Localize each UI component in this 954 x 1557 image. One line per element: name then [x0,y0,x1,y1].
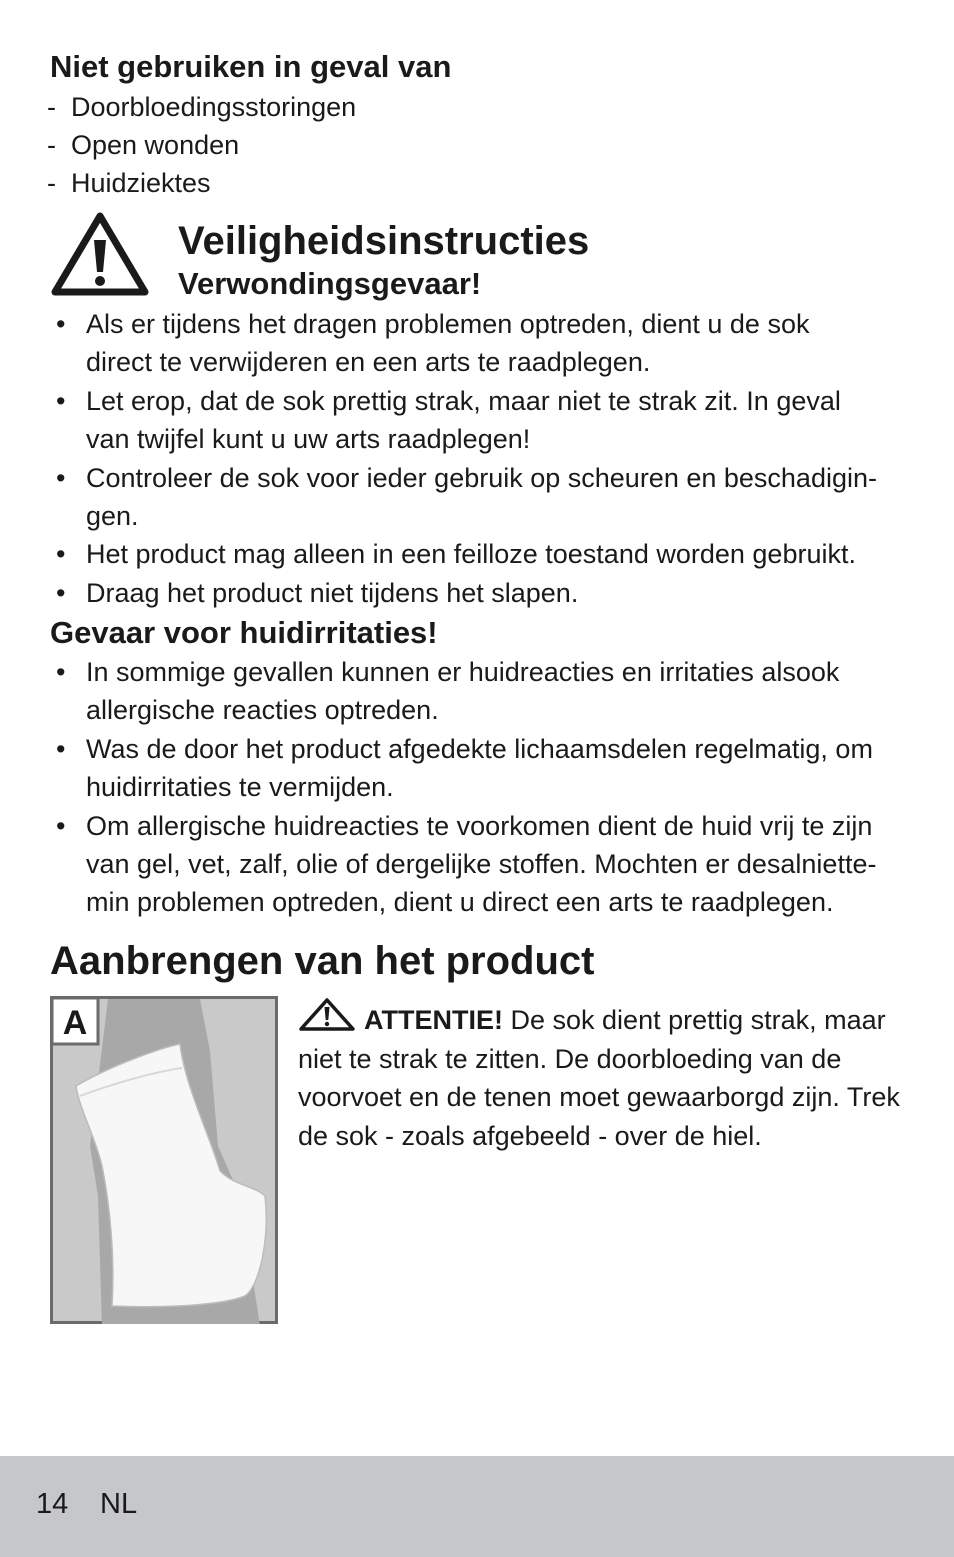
language-code: NL [100,1488,138,1520]
figure-a [50,996,278,1324]
attention-label: ATTENTIE! [364,1005,503,1035]
list-item: • Om allergische huidreacties te voorkomen dient de huid vrij te zijn van gel, vet, zalf, olie of dergelijke stoffen. Mochten er desalniette-min problemen optreden, dient u direct een arts te raadplegen. [50,807,880,922]
injury-heading: Verwondingsgevaar! [178,266,482,301]
contraindication-item: - Doorbloedingsstoringen [47,92,357,122]
injury-list [50,305,880,612]
page-number: 14 [36,1488,69,1520]
safety-header [50,210,910,305]
list-item: • Draag het product niet tijdens het slapen. [50,574,880,612]
figure-label: A [62,1004,88,1042]
list-item: • In sommige gevallen kunnen er huidreacties en irritaties alsook allergische reacties optreden. [50,653,880,730]
list-item: • Als er tijdens het dragen problemen optreden, dient u de sok direct te verwijderen en een arts te raadplegen. [50,305,880,382]
safety-heading: Veiligheidsinstructies [178,219,590,263]
attention-note [298,998,910,1155]
list-item: • Het product mag alleen in een feilloze toestand worden gebruikt. [50,535,880,573]
list-item: • Was de door het product afgedekte lichaamsdelen regelmatig, om huidirritaties te vermijden. [50,730,880,807]
contraindication-item: - Huidziektes [47,168,211,198]
warning-triangle-icon [50,210,150,298]
contraindication-item: - Open wonden [47,130,240,160]
skin-irritation-list [50,653,880,922]
page-footer [0,1456,954,1557]
list-item: • Controleer de sok voor ieder gebruik op scheuren en beschadigin-gen. [50,459,880,536]
sock-illustration [50,996,278,1324]
attention-text: De sok dient prettig strak, maar niet te strak te zitten. De doorbloeding van de voorvoet en de tenen moet gewaarborgd zijn. Trek de sok - zoals afgebeeld - over de hiel. [298,1005,900,1151]
skin-irritation-heading: Gevaar voor huidirritaties! [50,615,438,650]
warning-triangle-icon [298,998,356,1032]
contraindications-heading: Niet gebruiken in geval van [50,49,452,84]
list-item: • Let erop, dat de sok prettig strak, maar niet te strak zit. In geval van twijfel kunt u uw arts raadplegen! [50,382,880,459]
application-heading: Aanbrengen van het product [50,939,595,983]
